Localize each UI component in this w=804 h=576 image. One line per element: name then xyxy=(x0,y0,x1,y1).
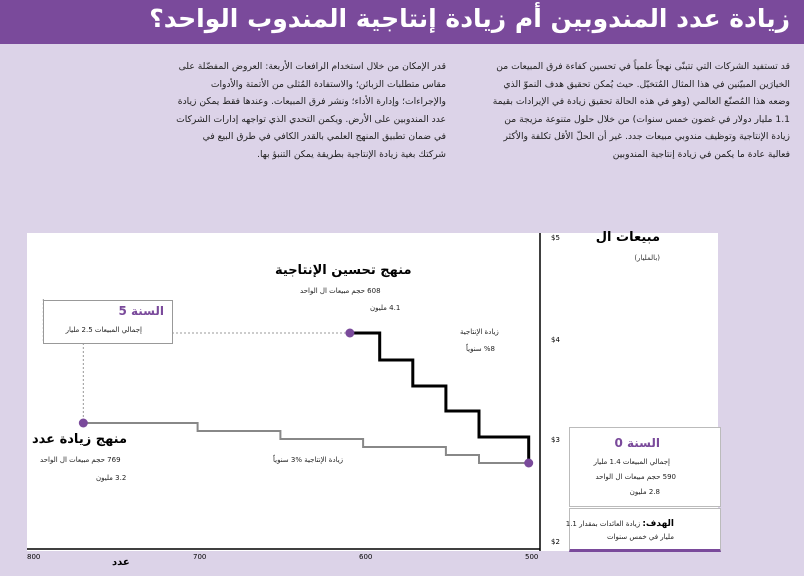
x-tick-label: 700 xyxy=(193,553,207,561)
year0-callout xyxy=(569,427,721,507)
headcount-volume: 769 حجم مبيعات ال الواحد xyxy=(40,456,121,464)
year0-per-rep: 2.8 مليون xyxy=(629,488,660,496)
productivity-growth-label: زيادة الإنتاجية xyxy=(460,328,499,336)
year0-title: السنة 0 xyxy=(614,436,660,450)
x-tick-label: 500 xyxy=(525,553,539,561)
year5-title: السنة 5 xyxy=(118,304,164,318)
year0-total-sales: إجمالي المبيعات 1.4 مليار xyxy=(593,458,670,466)
intro-paragraph-right: قد تستفيد الشركات التي تتبنّى نهجاً علمياً في تحسين كفاءة فرق المبيعات من الخيارَين المبيّنين في هذا المثال المُتخيّل. حيث يُمكن تحقيق هدف النموّ الذي وضعه هذا المُصنّع العالمي (وهو في هذه الحالة تحقيق زيادة في الإيرادات بقيمة 1.1 مليار دولار في غضون خمس سنوات) من خلال حلول متنوعة مزيجة من زيادة الإنتاجية وتوظيف مندوبي مبيعات جدد. غير أن الحلّ الأقل تكلفة والأكثر فعالية عادة ما يكمن في زيادة إنتاجية المندوبين xyxy=(492,61,790,160)
year5-total-sales: إجمالي المبيعات 2.5 مليار xyxy=(65,326,142,334)
y-tick-label: $2 xyxy=(551,538,560,546)
header-bar xyxy=(0,0,804,44)
goal-text xyxy=(564,518,674,544)
productivity-series-line xyxy=(350,333,529,463)
goal-description: زيادة العائدات بمقدار 1.1 مليار في خمس سنوات xyxy=(565,520,674,541)
productivity-start-point xyxy=(345,329,354,338)
x-tick-label: 600 xyxy=(359,553,373,561)
chart-title: مبيعات ال xyxy=(595,230,660,245)
chart-unit: (بالمليار) xyxy=(634,254,660,262)
x-tick-label: 800 xyxy=(27,553,41,561)
productivity-growth-rate: %8 سنوياً xyxy=(466,345,496,353)
productivity-volume: 608 حجم مبيعات ال الواحد xyxy=(300,287,381,295)
productivity-approach-title: منهج تحسين الإنتاجية xyxy=(275,263,412,278)
year5-callout xyxy=(43,300,173,344)
goal-callout xyxy=(565,508,721,552)
headcount-start-point xyxy=(79,419,88,428)
year0-volume: 590 حجم مبيعات ال الواحد xyxy=(595,473,676,481)
x-axis-title: عدد xyxy=(112,557,130,568)
goal-label: الهدف: xyxy=(642,519,674,529)
page-title: زيادة عدد المندوبين أم زيادة إنتاجية المندوب الواحد؟ xyxy=(149,4,790,33)
y-tick-label: $3 xyxy=(551,436,560,444)
intro-paragraph-left: قدر الإمكان من خلال استخدام الرافعات الأربعة: العروض المفضّلة على مقاس متطلبات الزبائن؛ والاستفادة المُثلى من الأتمتة والأدوات والإجراءات؛ وإدارة الأداء؛ ونشر فرق المبيعات. وعندها فقط يمكن زيادة عدد المندوبين على الأرض. ويكمن التحدي الذي تواجهه إدارات الشركات في ضمان تطبيق المنهج العلمي بالقدر الكافي في طرق البيع في شركتك بغية زيادة الإنتاجية بطريقة يمكن التنبؤ بها. xyxy=(176,61,446,160)
year0-point xyxy=(524,459,533,468)
headcount-approach-title: منهج زيادة عدد xyxy=(32,432,128,447)
productivity-per-rep: 4.1 مليون xyxy=(370,304,401,312)
headcount-per-rep: 3.2 مليون xyxy=(96,474,127,482)
y-tick-label: $5 xyxy=(551,234,560,242)
headcount-growth-note: زيادة الإنتاجية %3 سنوياً xyxy=(273,456,344,464)
y-tick-label: $4 xyxy=(551,336,560,344)
